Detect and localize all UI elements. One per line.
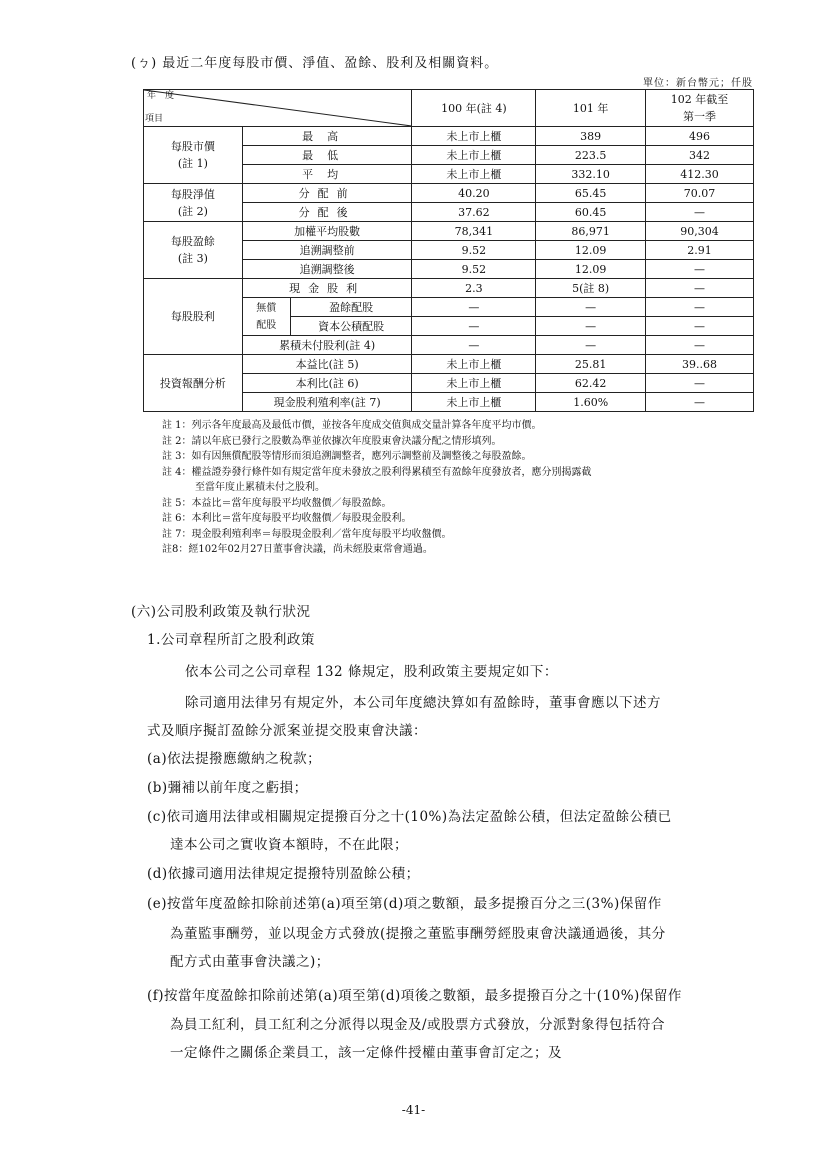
cell-100: 未上市上櫃 — [412, 165, 536, 184]
cell-100: 2.3 — [412, 279, 536, 298]
col-header-102 — [646, 90, 754, 127]
row-item: 追溯調整前 — [242, 241, 412, 260]
cell-101: 62.42 — [536, 374, 646, 393]
section-title: (ㄅ) 最近二年度每股市價、淨值、盈餘、股利及相關資料。 — [131, 56, 499, 71]
cell-100: 未上市上櫃 — [412, 127, 536, 146]
group-label: 每股市價 — [170, 140, 215, 153]
group-note: (註 2) — [177, 204, 208, 218]
cell-100: 未上市上櫃 — [412, 146, 536, 165]
cell-102: 90,304 — [646, 222, 754, 241]
note-8: 註8：經102年02月27日董事會決議，尚未經股東常會通過。 — [162, 544, 433, 555]
cell-101: 389 — [536, 127, 646, 146]
cell-102: — — [646, 393, 754, 412]
row-item: 累積未付股利(註 4) — [242, 336, 412, 355]
cell-102: 2.91 — [646, 241, 754, 260]
row-item: 平均 — [242, 165, 412, 184]
item-c-line1: (c)依司適用法律或相關規定提撥百分之十(10%)為法定盈餘公積，但法定盈餘公積已 — [147, 809, 672, 825]
cell-102: 39..68 — [646, 355, 754, 374]
cell-101: — — [536, 317, 646, 336]
subheading-1: 1.公司章程所訂之股利政策 — [147, 632, 315, 648]
table-corner-cell — [144, 90, 412, 127]
item-d: (d)依據司適用法律規定提撥特別盈餘公積； — [147, 866, 420, 882]
cell-101: — — [536, 298, 646, 317]
group-market-price — [144, 127, 243, 184]
cell-100: 未上市上櫃 — [412, 355, 536, 374]
cell-102: — — [646, 203, 754, 222]
cell-102: — — [646, 374, 754, 393]
cell-100: 未上市上櫃 — [412, 374, 536, 393]
cell-101: 223.5 — [536, 146, 646, 165]
cell-101: 25.81 — [536, 355, 646, 374]
cell-100: 9.52 — [412, 241, 536, 260]
col-header-102-line2: 第一季 — [683, 110, 717, 123]
cell-102: 496 — [646, 127, 754, 146]
cell-100: 9.52 — [412, 260, 536, 279]
note-7: 註 7：現金股利殖利率＝每股現金股利／當年度每股平均收盤價。 — [162, 528, 452, 540]
corner-year-label: 年 度 — [147, 91, 175, 101]
cell-101: 60.45 — [536, 203, 646, 222]
cell-102: — — [646, 260, 754, 279]
group-note: (註 1) — [177, 157, 208, 170]
row-item: 本益比(註 5) — [242, 355, 412, 374]
group-net-value — [144, 184, 243, 222]
table-row — [144, 184, 754, 203]
heading-6: (六)公司股利政策及執行狀況 — [131, 604, 311, 620]
page-number: -41- — [401, 1103, 426, 1117]
note-6: 註 6：本利比＝當年度每股平均收盤價／每股現金股利。 — [162, 513, 412, 524]
cell-101: 5(註 8) — [536, 279, 646, 298]
note-2: 註 2：請以年底已發行之股數為準並依據次年度股東會決議分配之情形填列。 — [162, 435, 502, 447]
cell-102: — — [646, 279, 754, 298]
col-header-101: 101 年 — [536, 90, 646, 127]
paragraph-2-line2: 式及順序擬訂盈餘分派案並提交股東會決議： — [147, 723, 427, 739]
stock-dividend-label-line1: 無償 — [256, 302, 277, 314]
financial-table — [143, 89, 754, 412]
cell-100: 未上市上櫃 — [412, 393, 536, 412]
stock-dividend-label — [242, 298, 290, 336]
table-header-row — [144, 90, 754, 127]
row-item: 盈餘配股 — [290, 298, 412, 317]
row-item: 資本公積配股 — [290, 317, 412, 336]
cell-100: — — [412, 317, 536, 336]
cell-101: 12.09 — [536, 260, 646, 279]
row-item: 現金股利殖利率(註 7) — [242, 393, 412, 412]
item-a: (a)依法提撥應繳納之稅款； — [147, 751, 322, 767]
paragraph-1: 依本公司之公司章程 132 條規定，股利政策主要規定如下： — [185, 664, 558, 680]
cell-100: 37.62 — [412, 203, 536, 222]
table-row — [144, 127, 754, 146]
col-header-100: 100 年(註 4) — [412, 90, 536, 127]
group-dividend: 每股股利 — [144, 279, 243, 355]
row-item: 追溯調整後 — [242, 260, 412, 279]
corner-item-label: 項目 — [145, 114, 164, 124]
item-f-line2: 為員工紅利，員工紅利之分派得以現金及/或股票方式發放，分派對象得包括符合 — [170, 1017, 666, 1033]
col-header-102-line1: 102 年截至 — [670, 93, 729, 106]
note-1: 註 1：列示各年度最高及最低市價，並按各年度成交值與成交量計算各年度平均市價。 — [162, 420, 542, 431]
cell-101: — — [536, 336, 646, 355]
cell-100: 40.20 — [412, 184, 536, 203]
cell-100: — — [412, 336, 536, 355]
table-row — [144, 279, 754, 298]
item-f-line3: 一定條件之關係企業員工，該一定條件授權由董事會訂定之；及 — [170, 1045, 562, 1061]
cell-101: 1.60% — [536, 393, 646, 412]
item-e-line3: 配方式由董事會決議之)； — [170, 954, 330, 970]
cell-102: 342 — [646, 146, 754, 165]
cell-102: 70.07 — [646, 184, 754, 203]
row-item: 本利比(註 6) — [242, 374, 412, 393]
cell-100: — — [412, 298, 536, 317]
item-e-line2: 為董監事酬勞，並以現金方式發放(提撥之董監事酬勞經股東會決議通過後，其分 — [170, 926, 666, 942]
row-item: 最高 — [242, 127, 412, 146]
group-roi: 投資報酬分析 — [144, 355, 243, 412]
note-3: 註 3：如有因無償配股等情形而須追溯調整者，應列示調整前及調整後之每股盈餘。 — [162, 451, 532, 462]
group-eps — [144, 222, 243, 279]
cell-100: 78,341 — [412, 222, 536, 241]
group-label: 每股盈餘 — [170, 235, 215, 248]
cell-101: 12.09 — [536, 241, 646, 260]
cell-102: — — [646, 317, 754, 336]
cell-101: 332.10 — [536, 165, 646, 184]
row-item: 現金股利 — [242, 279, 412, 298]
note-4-cont: 至當年度止累積未付之股利。 — [195, 482, 325, 493]
row-item: 分配後 — [242, 203, 412, 222]
stock-dividend-label-line2: 配股 — [256, 319, 277, 331]
item-b: (b)彌補以前年度之虧損； — [147, 780, 308, 796]
row-item: 加權平均股數 — [242, 222, 412, 241]
note-4: 註 4：權益證券發行條件如有規定當年度未發放之股利得累積至有盈餘年度發放者，應分別揭露截 — [162, 466, 592, 478]
group-note: (註 3) — [177, 252, 208, 265]
cell-101: 86,971 — [536, 222, 646, 241]
note-5: 註 5：本益比＝當年度每股平均收盤價／每股盈餘。 — [162, 497, 392, 509]
item-e-line1: (e)按當年度盈餘扣除前述第(a)項至第(d)項之數額，最多提撥百分之三(3%)保留作 — [147, 896, 662, 912]
unit-label: 單位：新台幣元；仟股 — [643, 78, 753, 89]
item-f-line1: (f)按當年度盈餘扣除前述第(a)項至第(d)項後之數額，最多提撥百分之十(10%)保留作 — [147, 988, 682, 1004]
cell-101: 65.45 — [536, 184, 646, 203]
group-label: 每股淨值 — [170, 187, 215, 201]
cell-102: 412.30 — [646, 165, 754, 184]
item-c-line2: 達本公司之實收資本額時，不在此限； — [170, 837, 408, 853]
table-notes — [162, 418, 762, 558]
corner-diagonal-line — [144, 90, 411, 126]
cell-102: — — [646, 336, 754, 355]
row-item: 最低 — [242, 146, 412, 165]
cell-102: — — [646, 298, 754, 317]
table-row — [144, 355, 754, 374]
table-row — [144, 222, 754, 241]
row-item: 分配前 — [242, 184, 412, 203]
paragraph-2-line1: 除司適用法律另有規定外，本公司年度總決算如有盈餘時，董事會應以下述方 — [185, 695, 661, 711]
